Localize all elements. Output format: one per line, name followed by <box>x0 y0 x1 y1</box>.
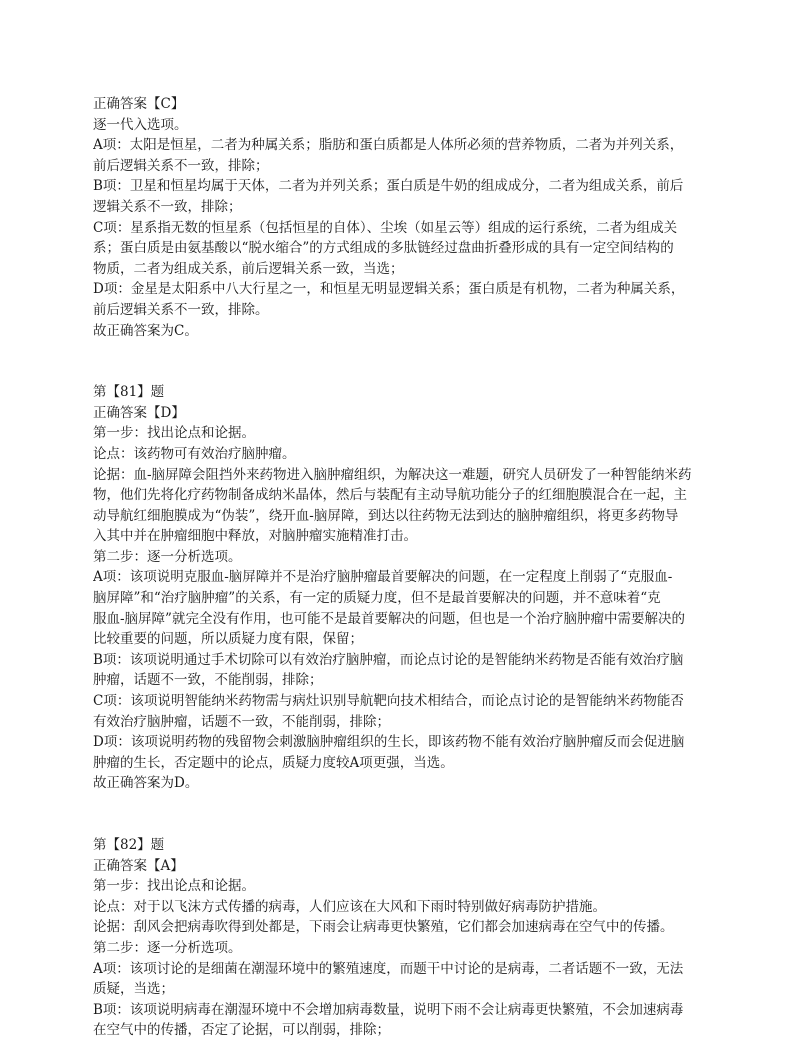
text-line: 故正确答案为C。 <box>93 322 198 339</box>
text-line: 服血-脑屏障”就完全没有作用，也可能不是最首要解决的问题，但也是一个治疗脑肿瘤中需要解决的 <box>93 610 685 627</box>
question-number: 第【82】题 <box>93 837 165 853</box>
answer-section-c <box>93 94 715 341</box>
text-line: 脑屏障”和“治疗脑肿瘤”的关系，有一定的质疑力度，但不是最首要解决的问题，并不意味着“克 <box>93 590 661 607</box>
text-line: 逐一代入选项。 <box>93 116 188 133</box>
text-line: B项：卫星和恒星均属于天体，二者为并列关系；蛋白质是牛奶的组成成分，二者为组成关系，前后 <box>93 178 684 195</box>
section-gap <box>93 794 715 835</box>
text-line: 在空气中的传播，否定了论据，可以削弱，排除； <box>93 1022 390 1039</box>
text-line: 系；蛋白质是由氨基酸以“脱水缩合”的方式组成的多肽链经过盘曲折叠形成的具有一定空间结构的 <box>93 240 674 257</box>
text-line: 前后逻辑关系不一致，排除。 <box>93 301 269 318</box>
text-line: 肿瘤的生长，否定题中的论点，质疑力度较A项更强，当选。 <box>93 754 454 771</box>
text-line: 前后逻辑关系不一致，排除； <box>93 157 269 174</box>
section-gap <box>93 341 715 382</box>
text-line: 物，他们先将化疗药物制备成纳米晶体，然后与装配有主动导航功能分子的红细胞膜混合在一起，主 <box>93 487 687 504</box>
text-line: 第一步：找出论点和论据。 <box>93 425 255 442</box>
text-line: 第二步：逐一分析选项。 <box>93 548 242 565</box>
text-line: B项：该项说明通过手术切除可以有效治疗脑肿瘤，而论点讨论的是智能纳米药物是否能有效治疗脑 <box>93 651 684 668</box>
text-line: A项：太阳是恒星，二者为种属关系；脂肪和蛋白质都是人体所必须的营养物质，二者为并列关系， <box>93 137 684 154</box>
document-page <box>93 94 715 1041</box>
text-line: 逻辑关系不一致，排除； <box>93 198 242 215</box>
text-line: 第二步：逐一分析选项。 <box>93 939 242 956</box>
text-line: D项：金星是太阳系中八大行星之一，和恒星无明显逻辑关系；蛋白质是有机物，二者为种属关系， <box>93 281 685 298</box>
text-line: C项：该项说明智能纳米药物需与病灶识别导航靶向技术相结合，而论点讨论的是智能纳米药物能否 <box>93 693 684 710</box>
text-line: C项：星系指无数的恒星系（包括恒星的自体）、尘埃（如星云等）组成的运行系统，二者为组成关 <box>93 219 678 236</box>
text-line: 论点：该药物可有效治疗脑肿瘤。 <box>93 445 296 462</box>
text-line: 有效治疗脑肿瘤，话题不一致，不能削弱，排除； <box>93 713 390 730</box>
text-line: D项：该项说明药物的残留物会刺激脑肿瘤组织的生长，即该药物不能有效治疗脑肿瘤反而会促进脑 <box>93 734 685 751</box>
text-line: 动导航红细胞膜成为“伪装”，绕开血-脑屏障，到达以往药物无法到达的脑肿瘤组织，将更多药物导 <box>93 507 679 524</box>
question-82 <box>93 835 715 1041</box>
text-line: 物质，二者为组成关系，前后逻辑关系一致，当选； <box>93 260 404 277</box>
text-line: 第一步：找出论点和论据。 <box>93 878 255 895</box>
text-line: 故正确答案为D。 <box>93 775 199 792</box>
question-number: 第【81】题 <box>93 384 165 401</box>
question-81 <box>93 382 715 794</box>
text-line: 正确答案【D】 <box>93 404 185 421</box>
text-line: 论据：刮风会把病毒吹得到处都是，下雨会让病毒更快繁殖，它们都会加速病毒在空气中的传播。 <box>93 919 674 936</box>
text-line: A项：该项讨论的是细菌在潮湿环境中的繁殖速度，而题干中讨论的是病毒，二者话题不一致，无法 <box>93 960 684 977</box>
text-line: 质疑，当选； <box>93 981 174 998</box>
text-line: 正确答案【C】 <box>93 96 185 112</box>
text-line: 入其中并在肿瘤细胞中释放，对脑肿瘤实施精准打击。 <box>93 528 417 545</box>
text-line: 肿瘤，话题不一致，不能削弱，排除； <box>93 672 323 689</box>
text-line: 正确答案【A】 <box>93 857 184 874</box>
text-line: B项：该项说明病毒在潮湿环境中不会增加病毒数量，说明下雨不会让病毒更快繁殖，不会加速病毒 <box>93 1001 684 1018</box>
text-line: 比较重要的问题，所以质疑力度有限，保留； <box>93 631 363 648</box>
text-line: A项：该项说明克服血-脑屏障并不是治疗脑肿瘤最首要解决的问题，在一定程度上削弱了“克服血- <box>93 569 673 586</box>
text-line: 论点：对于以飞沫方式传播的病毒，人们应该在大风和下雨时特别做好病毒防护措施。 <box>93 898 606 915</box>
text-line: 论据：血-脑屏障会阻挡外来药物进入脑肿瘤组织，为解决这一难题，研究人员研发了一种智能纳米药 <box>93 466 692 483</box>
